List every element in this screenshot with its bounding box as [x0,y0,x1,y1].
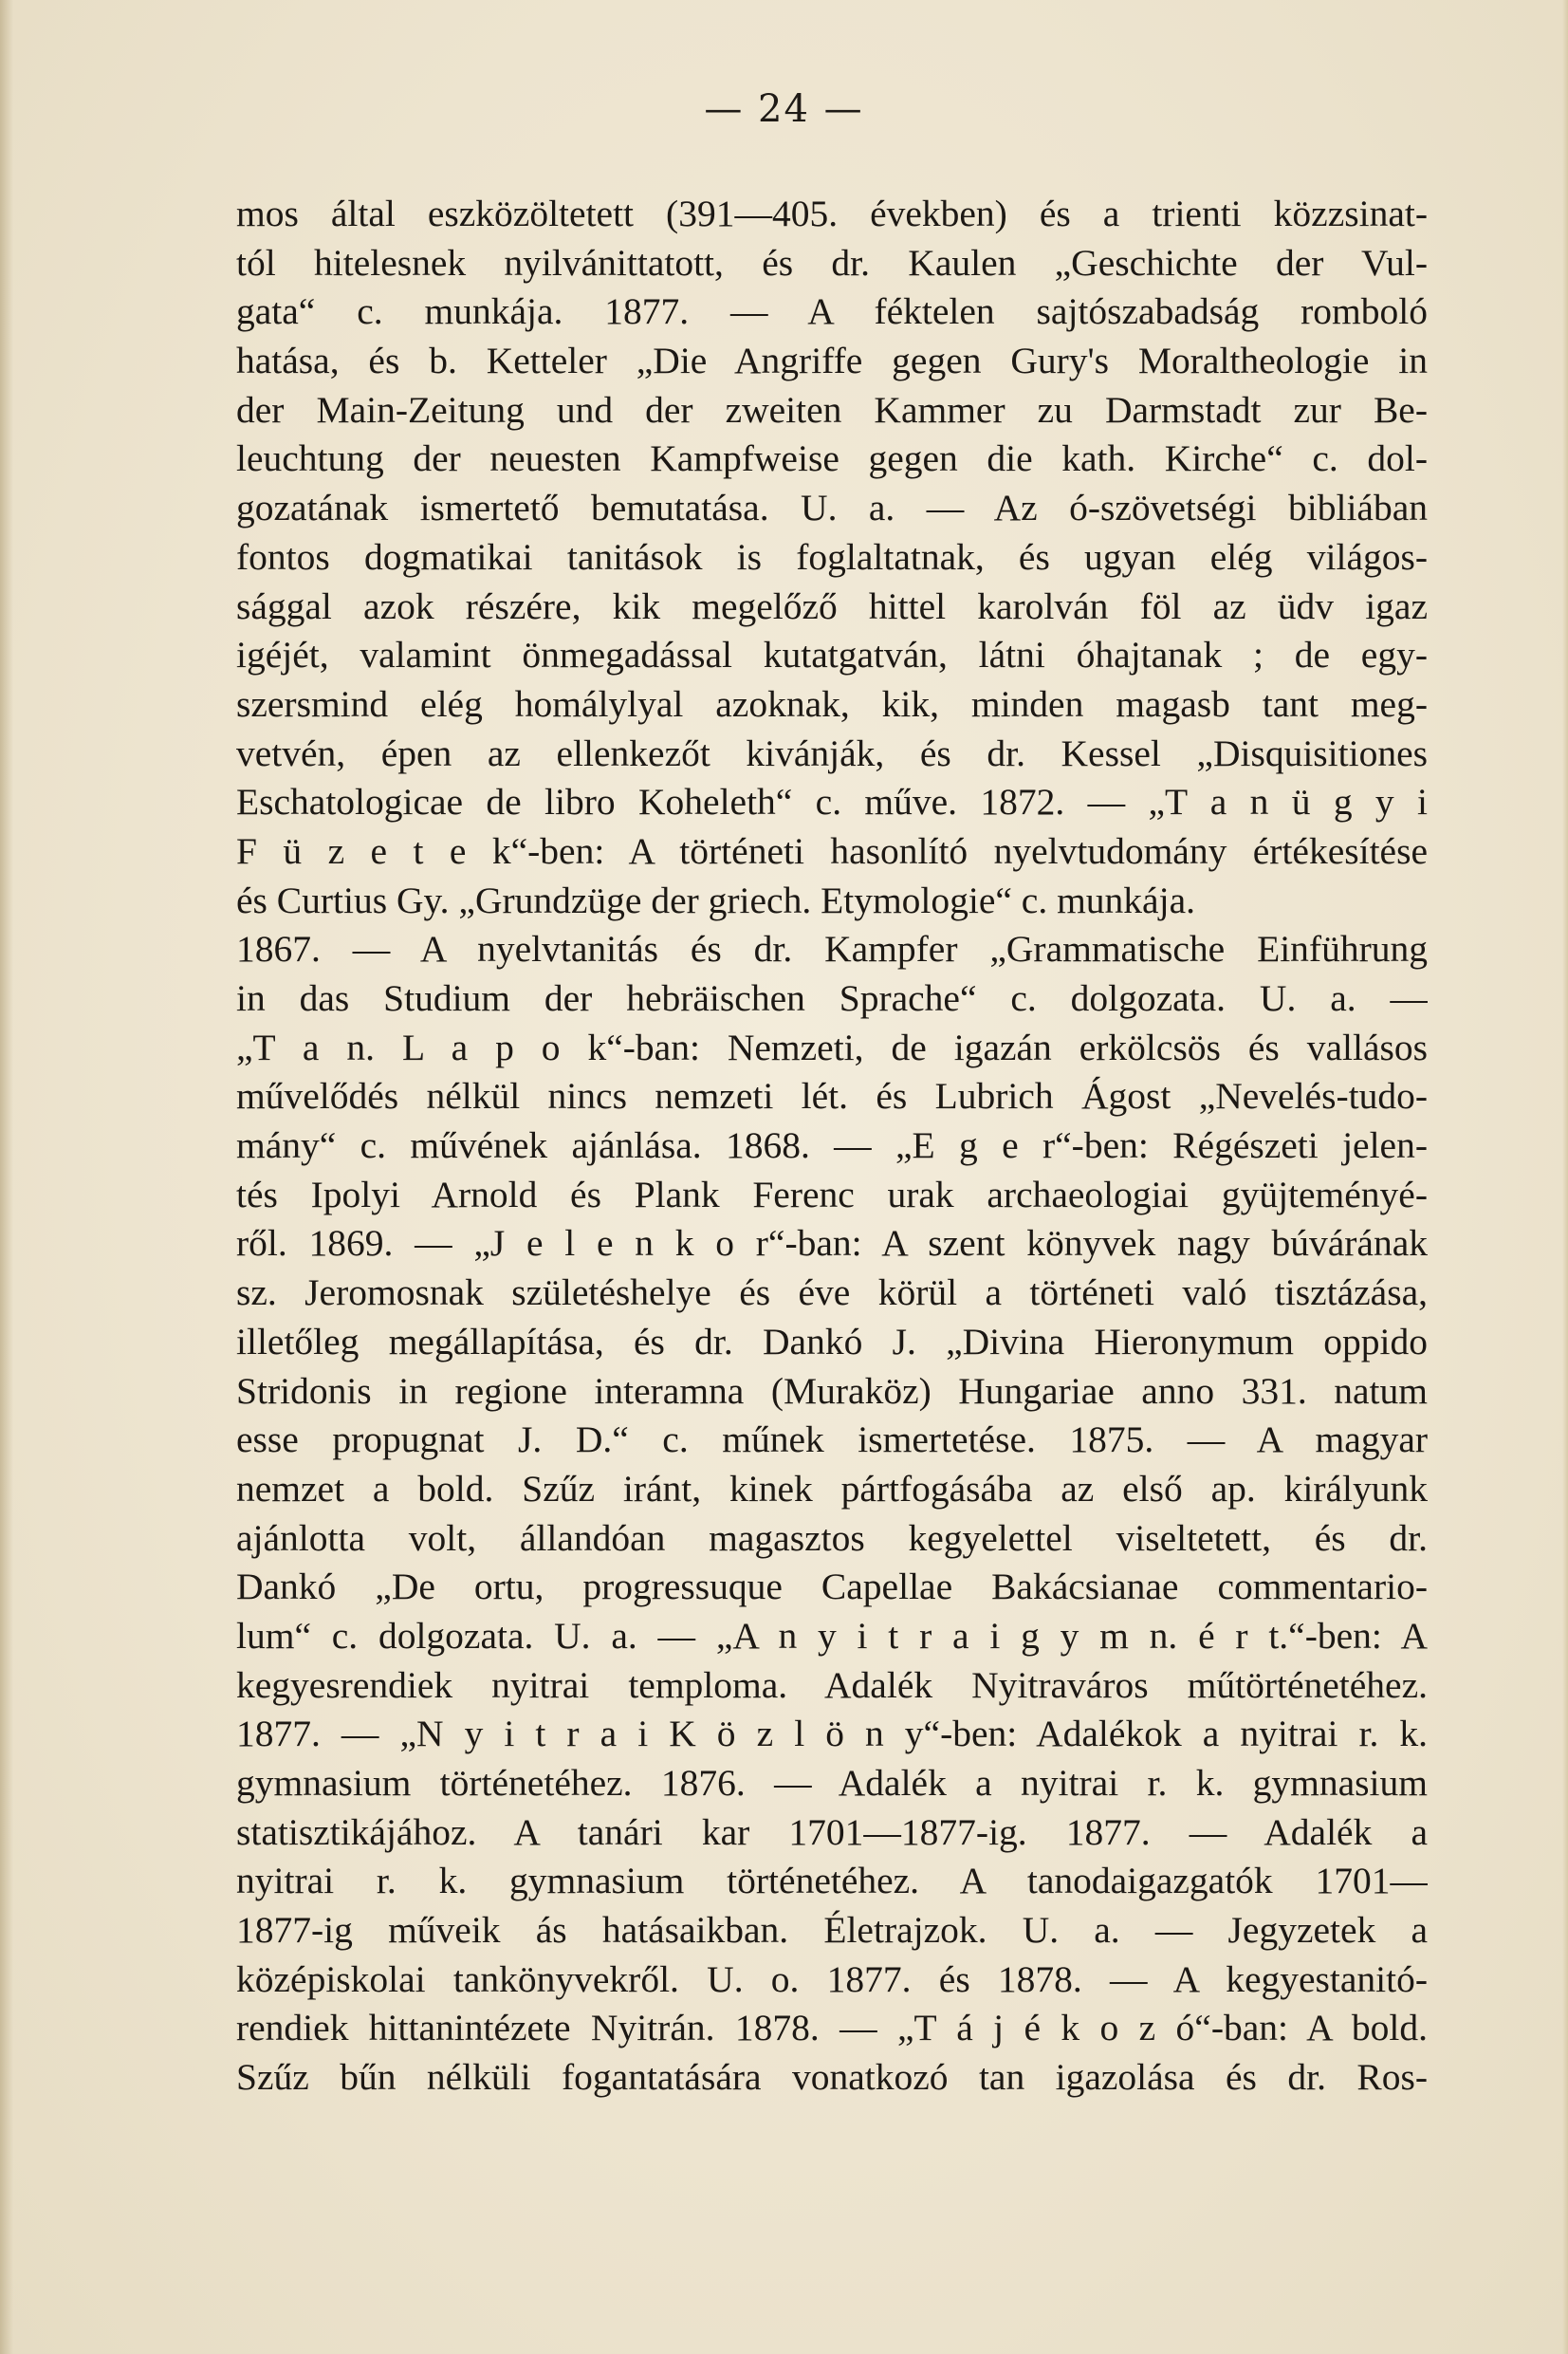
text-line: művelődés nélkül nincs nemzeti lét. és Lubrich Ágost „Nevelés-tudo- [236,1075,1428,1118]
text-line: Dankó „De ortu, progressuque Capellae Bakácsianae commentario- [236,1566,1428,1608]
text-line: és Curtius Gy. „Grundzüge der griech. Etymologie“ c. munkája. [236,879,1195,921]
text-line: középiskolai tankönyvekről. U. o. 1877. és 1878. — A kegyestanitó- [236,1957,1428,2000]
text-line: nemzet a bold. Szűz iránt, kinek pártfogásába az első ap. királyunk [236,1467,1428,1510]
text-line: illetőleg megállapítása, és dr. Dankó J. „Divina Hieronymum oppido [236,1320,1428,1362]
text-line: statisztikájához. A tanári kar 1701—1877-ig. 1877. — Adalék a [236,1810,1428,1853]
text-line: lum“ c. dolgozata. U. a. — „A n y i t r a i g y m n. é r t.“-ben: A [236,1614,1428,1657]
text-line: F ü z e t e k“-ben: A történeti hasonlító nyelvtudomány értékesítése [236,829,1428,872]
text-line: vetvén, épen az ellenkezőt kivánják, és dr. Kessel „Disquisitiones [236,732,1428,774]
text-line: gata“ c. munkája. 1877. — A féktelen sajtószabadság romboló [236,290,1428,333]
text-line: Eschatologicae de libro Koheleth“ c. műve. 1872. — „T a n ü g y i [236,781,1428,824]
text-line: sággal azok részére, kik megelőző hittel karolván föl az üdv igaz [236,584,1428,627]
text-line: rendiek hittanintézete Nyitrán. 1878. — „T á j é k o z ó“-ban: A bold. [236,2007,1428,2049]
text-line: „T a n. L a p o k“-ban: Nemzeti, de igazán erkölcsös és vallásos [236,1026,1428,1068]
text-line: ről. 1869. — „J e l e n k o r“-ban: A szent könyvek nagy búvárának [236,1222,1428,1265]
text-line: szersmind elég homálylyal azoknak, kik, minden magasb tant meg- [236,682,1428,725]
text-line: mány“ c. művének ajánlása. 1868. — „E g e r“-ben: Régészeti jelen- [236,1124,1428,1167]
body-text [236,190,1428,2103]
text-line: fontos dogmatikai tanitások is foglaltatnak, és ugyan elég világos- [236,535,1428,578]
page-edge [1562,0,1568,2354]
text-line: Stridonis in regione interamna (Muraköz) Hungariae anno 331. natum [236,1369,1428,1412]
text-line: kegyesrendiek nyitrai temploma. Adalék Nyitraváros műtörténetéhez. [236,1663,1428,1706]
text-line: der Main-Zeitung und der zweiten Kammer zu Darmstadt zur Be- [236,388,1428,431]
text-line: gymnasium történetéhez. 1876. — Adalék a nyitrai r. k. gymnasium [236,1762,1428,1804]
text-line: sz. Jeromosnak születéshelye és éve körül a történeti való tisztázása, [236,1271,1428,1314]
text-line: leuchtung der neuesten Kampfweise gegen die kath. Kirche“ c. dol- [236,437,1428,480]
text-line: 1877-ig műveik ás hatásaikban. Életrajzok. U. a. — Jegyzetek a [236,1909,1428,1952]
text-line: Szűz bűn nélküli fogantatására vonatkozó tan igazolása és dr. Ros- [236,2056,1428,2099]
text-line: 1867. — A nyelvtanitás és dr. Kampfer „Grammatische Einführung [236,928,1428,971]
text-line: esse propugnat J. D.“ c. műnek ismertetése. 1875. — A magyar [236,1418,1428,1461]
text-line: nyitrai r. k. gymnasium történetéhez. A tanodaigazgatók 1701— [236,1860,1428,1902]
text-line: hatása, és b. Ketteler „Die Angriffe gegen Gury's Moraltheologie in [236,340,1428,382]
text-line: 1877. — „N y i t r a i K ö z l ö n y“-ben: Adalékok a nyitrai r. k. [236,1713,1428,1755]
text-line: gozatának ismertető bemutatása. U. a. — Az ó-szövetségi bibliában [236,487,1428,529]
text-line: mos által eszközöltetett (391—405. években) és a trienti közzsinat- [236,193,1428,234]
text-line: igéjét, valamint önmegadással kutatgatván, látni óhajtanak ; de egy- [236,634,1428,677]
text-line: tés Ipolyi Arnold és Plank Ferenc urak archaeologiai gyüjteményé- [236,1173,1428,1215]
text-line: in das Studium der hebräischen Sprache“ c. dolgozata. U. a. — [236,977,1428,1019]
spine-shadow [0,0,13,2354]
text-line: tól hitelesnek nyilvánittatott, és dr. Kaulen „Geschichte der Vul- [236,241,1428,284]
text-line: ajánlotta volt, állandóan magasztos kegyelettel viseltetett, és dr. [236,1516,1428,1559]
page-number: — 24 — [704,87,864,131]
